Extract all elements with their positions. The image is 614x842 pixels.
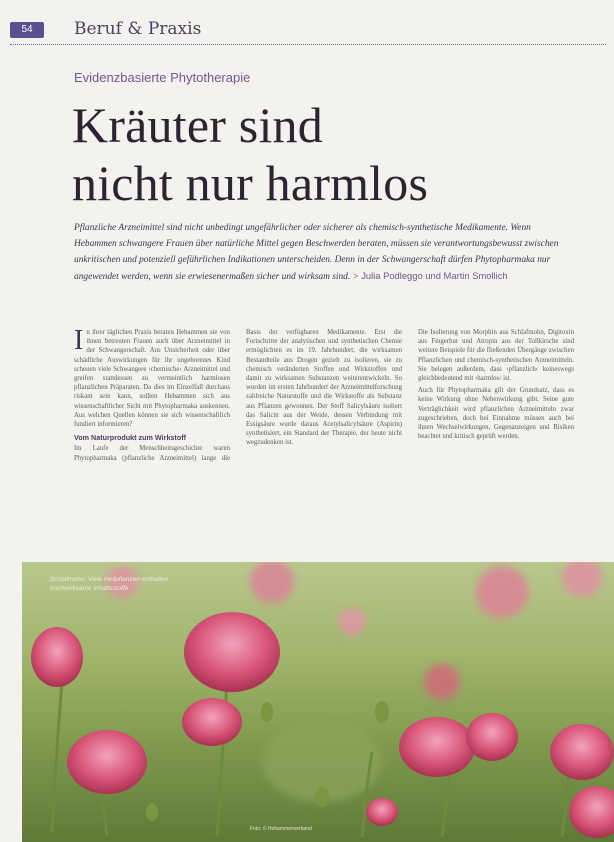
authors: Julia Podleggo und Martin Smollich bbox=[361, 270, 508, 281]
header-divider bbox=[10, 44, 606, 45]
headline-line-1: Kräuter sind bbox=[72, 97, 323, 153]
poppy-photo bbox=[22, 562, 614, 842]
poppy-field-image bbox=[22, 562, 614, 842]
lead-paragraph bbox=[74, 220, 564, 285]
photo-caption: Schlafmohn: Viele Heilpflanzen enthalten hochwirksame Inhaltsstoffe bbox=[50, 576, 169, 592]
body-paragraph-4: Auch für Phytopharmaka gilt der Grundsatz, dass es keine Wirkung ohne Nebenwirkung gibt. Seine gute Verträglichkeit wird pflanzlichen Arzneimitteln zwar zugeschrieben, doch bei Einnahme müssen auch bei ihnen Wechselwirkungen, Gegenanzeigen und Risiken beachtet und kritisch geprüft werden. bbox=[418, 387, 574, 441]
lead-text: Pflanzliche Arzneimittel sind nicht unbedingt ungefährlicher oder sicherer als chemisch-synthetische Medikamente. Wenn Hebammen schwangere Frauen über natürliche Mittel gegen Beschwerden beraten, müssen sie verantwortungsbewusst zwischen unkritischen und potenziell gefährlichen Indikationen unterscheiden. Denn in der Schwangerschaft dürfen Phytopharmaka nur angewendet werden, wenn sie erwiesenermaßen sicher und wirksam sind. > bbox=[74, 223, 559, 282]
paragraph-text: n ihrer täglichen Praxis beraten Hebammen sie von ihnen betreuten Frauen auch über Arzneimittel in der Schwangerschaft. Aus Unsicherheit oder über schädliche Auswirkungen für ihr ungeborenes Kind scheuen viele Schwangere ›chemische‹ Arzneimittel und greifen stattdessen zu vermeintlich harmlosen pflanzlichen Präparaten. Da dies im Einzelfall durchaus riskant sein kann, sollten Hebammen sich aus wissenschaftlicher Sicht mit Phytopharmaka auskennen. Aus welchen Quellen können sie sich wissenschaftlich fundiert informieren? bbox=[74, 329, 230, 429]
body-paragraph-3: Die Isolierung von Morphin aus Schlafmohn, Digitoxin aus Fingerhut und Atropin aus der Tollkirsche sind weitere Beispiele für die fließenden Übergänge zwischen Pflanzlichen und chemisch-synthetischen Arzneimitteln. Sie belegen außerdem, dass ›pflanzlich‹ keineswegs gleichbedeutend mit ›harmlos‹ ist. bbox=[418, 329, 574, 383]
body-paragraph-1 bbox=[74, 328, 230, 429]
photo-credit: Foto: © Hebammenverband bbox=[250, 826, 312, 832]
kicker: Evidenzbasierte Phytotherapie bbox=[74, 70, 251, 85]
article-body bbox=[74, 328, 574, 538]
article-headline bbox=[72, 96, 592, 212]
body-paragraph-2: Im Laufe der Menschheitsgeschichte waren Phytopharmaka (pflanzliche Arzneimittel) lange die Basis der verfügbaren Medikamente. Erst die Fortschritte der analytischen und synthetischen Chemie ermöglichten es im 19. Jahrhundert, die wirksamen Bestandteile aus Drogen gezielt zu isolieren, sie zu chemisch veränderten Stoffen und Wirkstoffen und damit zu wirksamen Substanzen weiterentwickeln. So wurden im ersten Jahrhundert der Arzneimittelforschung zahlreiche Naturstoffe und die Wirkstoffe als Substanz aus Pflanzen gewonnen. Der Stoff Salicylsäure isoliert das Salicin aus der Weide, dessen Verbindung mit Essigsäure wurde daraus Acetylsalicylsäure (Aspirin) synthetisiert, ein Standard der Therapie, der heute nicht wegzudenken ist. bbox=[74, 329, 402, 462]
page-number: 54 bbox=[10, 22, 44, 38]
section-title: Beruf & Praxis bbox=[74, 19, 202, 39]
headline-line-2: nicht nur harmlos bbox=[72, 155, 429, 211]
body-subhead: Vom Naturprodukt zum Wirkstoff bbox=[74, 433, 187, 443]
dropcap: I bbox=[74, 328, 84, 356]
